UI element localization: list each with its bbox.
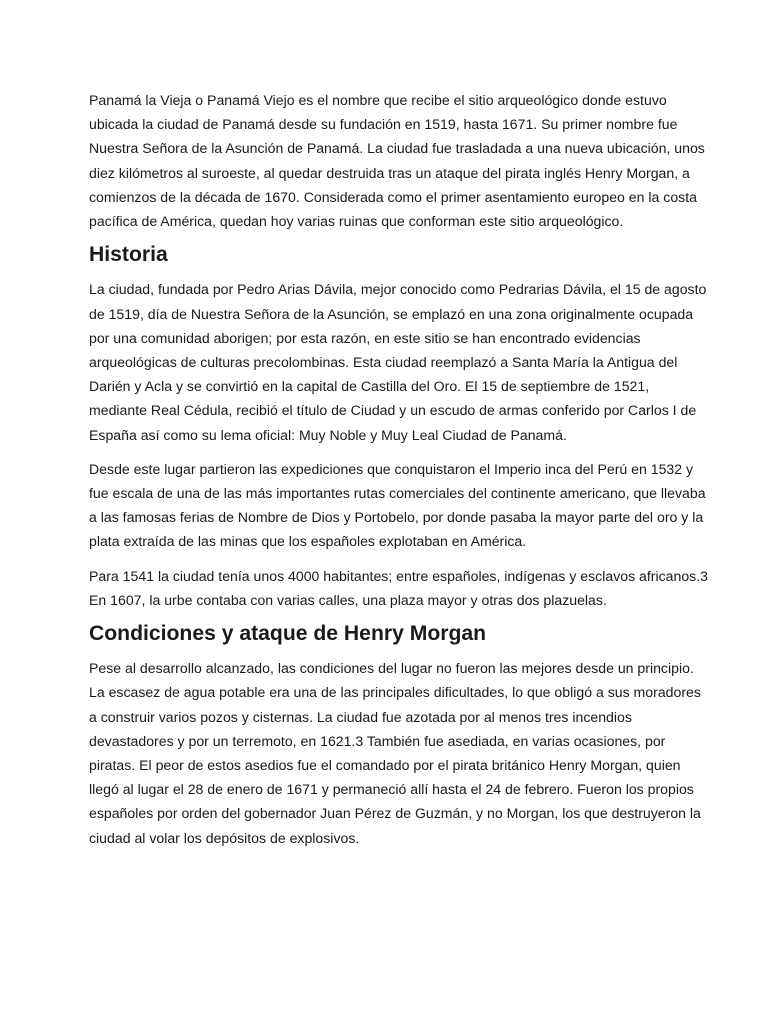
section-heading-historia: Historia — [89, 243, 168, 267]
historia-paragraph-2: Desde este lugar partieron las expediciones que conquistaron el Imperio inca del Perú en 1532 y fue escala de una de las más importantes rutas comerciales del continente americano, que llevaba a las famosas ferias de Nombre de Dios y Portobelo, por donde pasaba la mayor parte del oro y la plata extraída de las minas que los españoles explotaban en América. — [89, 460, 706, 550]
document-page — [89, 88, 709, 860]
historia-paragraph-1: La ciudad, fundada por Pedro Arias Dávila, mejor conocido como Pedrarias Dávila, el 15 de agosto de 1519, día de Nuestra Señora de la Asunción, se emplazó en una zona originalmente ocupada por una comunidad aborigen; por esta razón, en este sitio se han encontrado evidencias arqueológicas de culturas precolombinas. Esta ciudad reemplazó a Santa María la Antigua del Darién y Acla y se convirtió en la capital de Castilla del Oro. El 15 de septiembre de 1521, mediante Real Cédula, recibió el título de Ciudad y un escudo de armas conferido por Carlos I de España así como su lema oficial: Muy Noble y Muy Leal Ciudad de Panamá. — [89, 281, 707, 443]
condiciones-paragraph-1: Pese al desarrollo alcanzado, las condiciones del lugar no fueron las mejores desde un principio. La escasez de agua potable era una de las principales dificultades, lo que obligó a sus moradores a construir varios pozos y cisternas. La ciudad fue azotada por al menos tres incendios devastadores y por un terremoto, en 1621.3 También fue asediada, en varias ocasiones, por piratas. El peor de estos asedios fue el comandado por el pirata británico Henry Morgan, quien llegó al lugar el 28 de enero de 1671 y permaneció allí hasta el 24 de febrero. Fueron los propios españoles por orden del gobernador Juan Pérez de Guzmán, y no Morgan, los que destruyeron la ciudad al volar los depósitos de explosivos. — [89, 660, 701, 846]
historia-paragraph-3: Para 1541 la ciudad tenía unos 4000 habitantes; entre españoles, indígenas y esclavos africanos.3 En 1607, la urbe contaba con varias calles, una plaza mayor y otras dos plazuelas. — [89, 567, 708, 608]
intro-paragraph: Panamá la Vieja o Panamá Viejo es el nombre que recibe el sitio arqueológico donde estuvo ubicada la ciudad de Panamá desde su fundación en 1519, hasta 1671. Su primer nombre fue Nuestra Señora de la Asunción de Panamá. La ciudad fue trasladada a una nueva ubicación, unos diez kilómetros al suroeste, al quedar destruida tras un ataque del pirata inglés Henry Morgan, a comienzos de la década de 1670. Considerada como el primer asentamiento europeo en la costa pacífica de América, quedan hoy varias ruinas que conforman este sitio arqueológico. — [89, 92, 705, 230]
section-heading-condiciones: Condiciones y ataque de Henry Morgan — [89, 622, 487, 646]
